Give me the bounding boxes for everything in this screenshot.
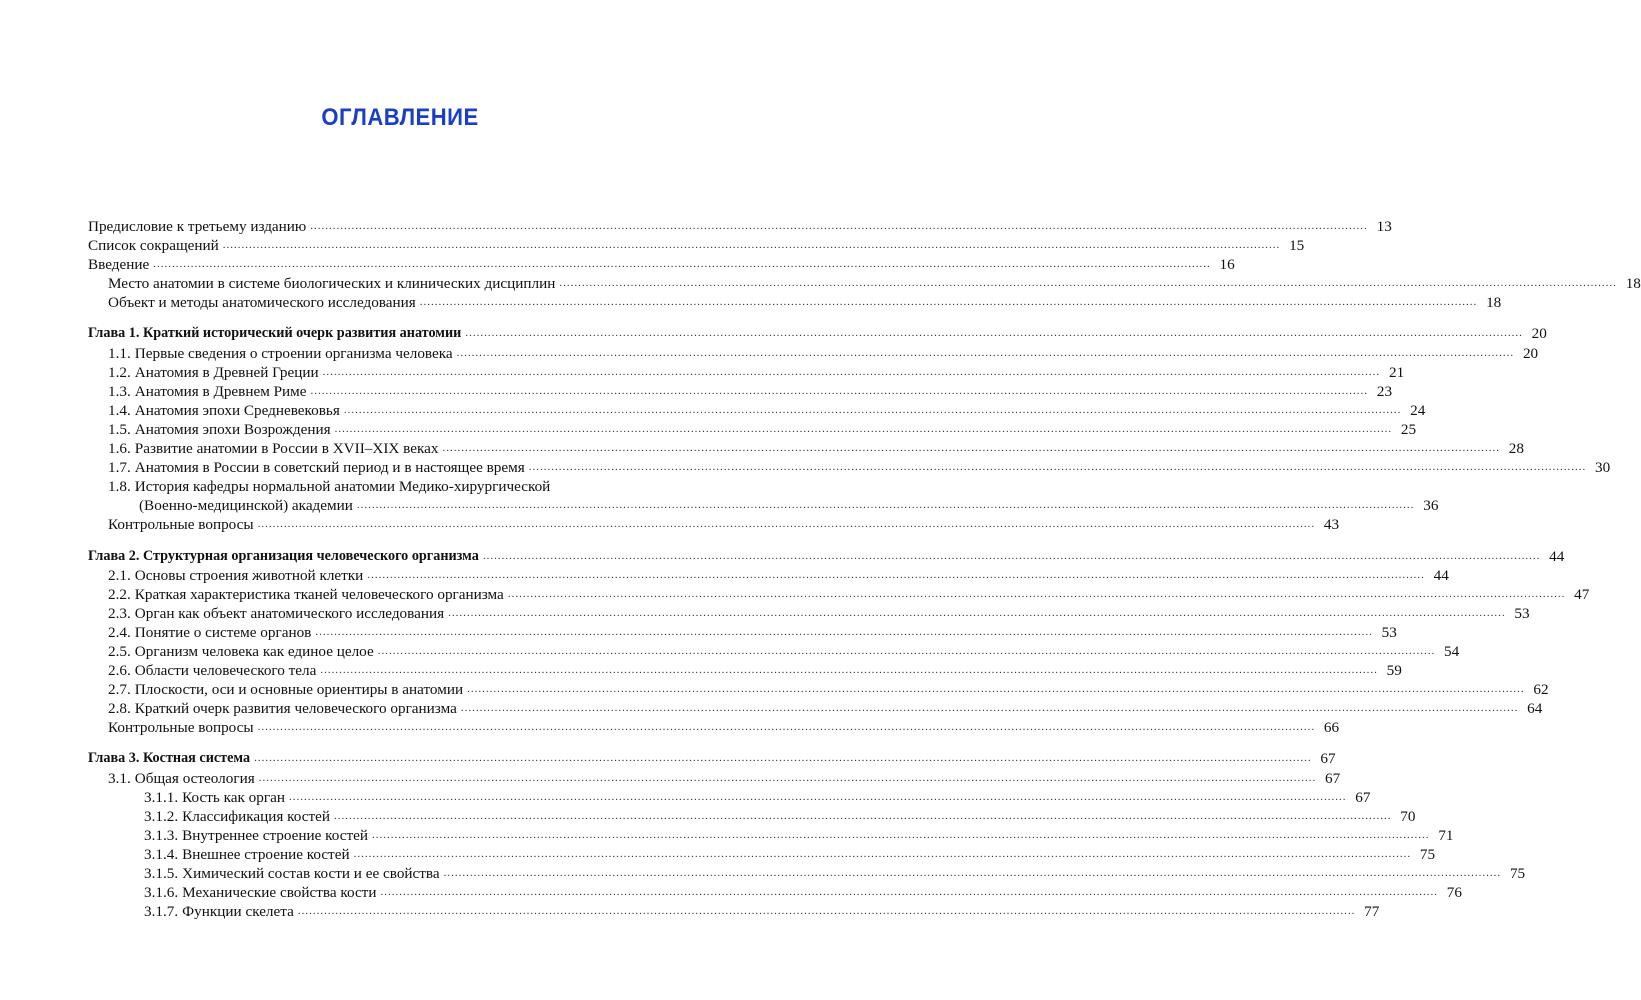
toc-entry [88,699,1543,718]
toc-entry-number: 2.7. [108,681,131,699]
toc-entry-number: 3.1.3. [144,826,179,844]
toc-entry [88,807,1416,826]
toc-entry [88,604,1530,623]
toc-entry-title: Анатомия эпохи Возрождения [134,420,331,438]
toc-entry-title: Понятие о системе органов [134,623,312,641]
toc-entry-title: Развитие анатомии в России в XVII–XIX веках [134,440,439,458]
toc-leader-dots [258,718,1316,737]
toc-entry-number: 3.1. [108,769,131,787]
toc-entry-number: 3.1.2. [144,807,179,825]
toc-page-number: 44 [1549,547,1565,565]
toc-leader-dots [254,749,1312,768]
toc-entry-title: Классификация костей [182,807,330,825]
toc-page-number: 21 [1388,363,1405,381]
toc-entry [88,344,1539,363]
page-title: ОГЛАВЛЕНИЕ [321,104,479,131]
toc-leader-dots [529,458,1587,477]
toc-entry-number: 3.1.7. [144,903,179,921]
toc-entry [88,680,1549,699]
toc-entry-number: 1.2. [108,363,131,381]
toc-entry [88,420,1417,439]
toc-leader-dots [378,642,1436,661]
toc-leader-dots [457,344,1515,363]
toc-leader-dots [298,902,1356,921]
toc-leader-dots [420,293,1478,312]
toc-leader-dots [467,680,1525,699]
toc-entry-title: Глава 1. Краткий исторический очерк развития анатомии [88,325,462,342]
toc-leader-dots [442,439,1500,458]
toc-page-number: 25 [1400,420,1417,438]
toc-entry-title: Плоскости, оси и основные ориентиры в анатомии [134,681,464,699]
toc-page-number: 16 [1219,256,1235,274]
toc-page-number: 44 [1433,566,1449,584]
toc-entry [88,293,1502,312]
toc-entry-number: 1.7. [108,459,131,477]
toc-entry-title: Области человеческого тела [134,662,317,680]
toc-entry [88,496,1439,515]
toc-entry-number: 3.1.5. [144,865,179,882]
toc-entry-title: Место анатомии в системе биологических и клинических дисциплин [108,275,556,293]
toc-entry [88,274,1641,293]
toc-entry [88,788,1371,807]
toc-page-number: 23 [1376,382,1393,400]
toc-entry-title: Функции скелета [182,903,294,921]
toc-entry-title: Анатомия в Древнем Риме [134,382,307,400]
toc-entry [88,236,1305,255]
toc-page-number: 53 [1514,604,1530,622]
toc-entry-title: Анатомия в Древней Греции [134,363,319,381]
toc-leader-dots [465,324,1523,343]
toc-entry-number: 3.1.1. [144,788,179,806]
toc-entry-number: 2.5. [108,642,131,660]
toc-entry [88,382,1393,401]
toc-leader-dots [357,496,1415,515]
toc-entry [88,585,1590,604]
toc-entry [88,217,1392,236]
toc-entry-title: Предисловие к третьему изданию [88,218,307,235]
toc-leader-dots [335,420,1393,439]
table-of-contents [88,217,1641,921]
toc-leader-dots [354,845,1412,864]
toc-entry-title: Анатомия эпохи Средневековья [134,401,340,419]
toc-page-number: 67 [1320,750,1336,768]
toc-entry [88,661,1402,680]
toc-entry-title: Контрольные вопросы [108,516,254,534]
toc-entry-title: Внешнее строение костей [182,845,350,863]
toc-entry [88,883,1462,902]
toc-entry-title: Контрольные вопросы [108,719,254,737]
toc-entry-title: Организм человека как единое целое [134,642,374,660]
toc-entry-title: История кафедры нормальной анатомии Медико-хирургической [134,478,551,496]
toc-entry-number: 3.1.6. [144,884,179,902]
toc-leader-dots [315,623,1373,642]
toc-page-number: 67 [1325,769,1341,787]
toc-leader-dots [258,515,1316,534]
toc-entry-title: Кость как орган [182,788,285,806]
toc-entry-number: 2.6. [108,662,131,680]
toc-page-number: 28 [1508,440,1524,458]
toc-leader-dots [153,255,1211,274]
toc-entry-title: Первые сведения о строении организма человека [134,344,453,362]
toc-chapter-entry [88,547,1565,566]
toc-page-number: 75 [1509,865,1526,882]
toc-page-number: 66 [1323,719,1340,737]
toc-entry-number: 2.1. [108,566,131,584]
toc-entry [88,845,1436,864]
toc-leader-dots [559,274,1617,293]
toc-entry [88,864,1526,883]
toc-entry-number: 2.3. [108,604,131,622]
toc-entry [88,718,1340,737]
toc-entry-number: 2.2. [108,585,131,603]
toc-page-number: 76 [1446,884,1462,902]
toc-entry-title: Объект и методы анатомического исследования [108,294,416,312]
toc-page-number: 71 [1438,826,1454,844]
toc-entry-title: Глава 3. Костная система [88,750,251,767]
toc-entry [88,477,699,496]
toc-entry-title: Введение [88,256,150,274]
toc-entry-number: 3.1.4. [144,845,179,863]
toc-entry-title: Механические свойства кости [182,884,377,902]
toc-entry-number: 1.3. [108,382,131,400]
toc-leader-dots [320,661,1378,680]
toc-entry-title: Внутреннее строение костей [182,826,369,844]
toc-entry-title: Краткий очерк развития человеческого организма [134,700,457,718]
toc-entry [88,401,1426,420]
toc-page-number: 13 [1376,218,1392,235]
toc-leader-dots [289,788,1347,807]
toc-page-number: 67 [1355,788,1371,806]
toc-entry [88,769,1341,788]
toc-entry-number: 2.4. [108,623,131,641]
toc-entry-title: Краткая характеристика тканей человеческого организма [134,585,504,603]
toc-entry [88,439,1524,458]
toc-leader-dots [444,864,1502,883]
toc-leader-dots [461,699,1519,718]
toc-entry [88,255,1235,274]
toc-leader-dots [372,826,1430,845]
toc-leader-dots [334,807,1392,826]
toc-entry-number: 1.5. [108,420,131,438]
toc-leader-dots [483,547,1541,566]
toc-page-number: 53 [1381,623,1397,641]
toc-entry-number: 1.8. [108,478,131,496]
toc-chapter-entry [88,324,1547,343]
toc-page-number: 18 [1625,275,1641,293]
toc-leader-dots [310,217,1368,236]
toc-page-number: 30 [1595,459,1611,477]
toc-leader-dots [380,883,1438,902]
toc-page-number: 70 [1400,807,1416,825]
toc-entry [88,623,1397,642]
toc-page-number: 77 [1364,903,1380,921]
toc-leader-dots [448,604,1506,623]
toc-entry-title: Глава 2. Структурная организация человеческого организма [88,547,479,564]
toc-leader-dots [223,236,1281,255]
toc-entry [88,363,1405,382]
toc-entry-title: Орган как объект анатомического исследования [134,604,445,622]
toc-entry-number: 1.6. [108,440,131,458]
toc-page-number: 43 [1323,516,1340,534]
toc-entry-title: Общая остеология [134,769,255,787]
toc-page-number: 64 [1527,700,1543,718]
toc-page-number: 75 [1419,845,1436,863]
toc-entry [88,566,1449,585]
toc-chapter-entry [88,749,1336,768]
toc-entry-number: 1.4. [108,401,131,419]
toc-page-number: 54 [1444,642,1460,660]
toc-entry [88,515,1340,534]
toc-entry-title: (Военно-медицинской) академии [139,497,353,515]
toc-entry-title: Список сокращений [88,237,219,255]
toc-entry-number: 1.1. [108,344,131,362]
toc-page-number: 59 [1386,662,1402,680]
toc-page-number: 20 [1522,344,1539,362]
toc-leader-dots [259,769,1317,788]
toc-entry [88,642,1460,661]
toc-page-number: 36 [1423,497,1439,515]
toc-entry-number: 2.8. [108,700,131,718]
toc-page-number: 62 [1533,681,1549,699]
toc-page-number: 24 [1410,401,1426,419]
toc-entry [88,902,1380,921]
toc-leader-dots [311,382,1369,401]
toc-leader-dots [508,585,1566,604]
toc-leader-dots [367,566,1425,585]
toc-entry [88,458,1611,477]
toc-page-number: 15 [1289,237,1305,255]
toc-leader-dots [344,401,1402,420]
toc-page-number: 18 [1486,294,1502,312]
toc-leader-dots [323,363,1381,382]
toc-entry-title: Химический состав кости и ее свойства [182,865,440,882]
toc-page-number: 20 [1531,325,1547,343]
toc-entry [88,826,1454,845]
toc-entry-title: Анатомия в России в советский период и в настоящее время [134,459,525,477]
toc-page-number: 47 [1574,585,1590,603]
toc-entry-title: Основы строения животной клетки [134,566,364,584]
